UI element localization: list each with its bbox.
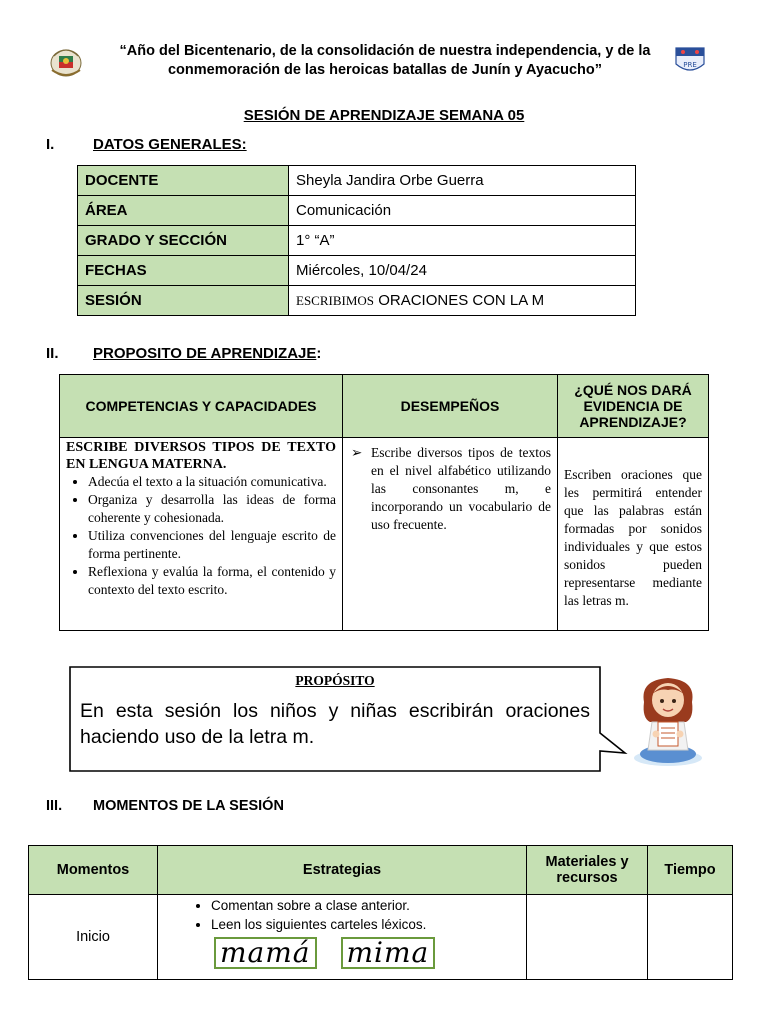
docente-value: Sheyla Jandira Orbe Guerra	[289, 166, 636, 196]
competencia-title: ESCRIBE DIVERSOS TIPOS DE TEXTO EN LENGUA MATERNA.	[66, 440, 336, 472]
section-2-heading	[93, 345, 321, 362]
table-row	[78, 166, 636, 196]
proposito-title: PROPÓSITO	[295, 673, 375, 688]
table-row	[78, 286, 636, 316]
datos-generales-table	[77, 165, 636, 316]
table-row	[78, 196, 636, 226]
grado-label: GRADO Y SECCIÓN	[78, 226, 289, 256]
header-evidencia: ¿QUÉ NOS DARÁ EVIDENCIA DE APRENDIZAJE?	[558, 375, 709, 438]
cartel-lexico: mima	[341, 937, 436, 969]
fechas-value: Miércoles, 10/04/24	[289, 256, 636, 286]
section-3-number: III.	[46, 798, 63, 814]
table-header-row	[60, 375, 709, 438]
evidencia-cell: Escriben oraciones que les permitirá entender que las palabras están formadas por sonidos individuales y que estos sonidos pueden representarse mediante las letras m.	[558, 438, 709, 631]
momentos-table	[28, 845, 733, 980]
estrategias-cell	[158, 895, 527, 980]
section-2-title: PROPOSITO DE APRENDIZAJE	[93, 345, 317, 362]
section-2-colon: :	[316, 345, 322, 362]
sesion-value-prefix: ESCRIBIMOS	[296, 293, 375, 308]
materiales-cell	[527, 895, 648, 980]
list-item: • Comentan sobre a clase anterior.	[211, 896, 525, 915]
header-desempenos: DESEMPEÑOS	[343, 375, 558, 438]
list-item: • Organiza y desarrolla las ideas de forma coherente y cohesionada.	[88, 491, 336, 527]
list-item: • Leen los siguientes carteles léxicos.	[211, 915, 525, 934]
header-competencias: COMPETENCIAS Y CAPACIDADES	[60, 375, 343, 438]
table-row	[29, 895, 733, 980]
capacidades-list	[66, 473, 336, 599]
grado-value: 1° “A”	[289, 226, 636, 256]
list-item: • Utiliza convenciones del lenguaje escrito de forma pertinente.	[88, 527, 336, 563]
section-1-title: DATOS GENERALES:	[93, 136, 247, 153]
tiempo-cell	[648, 895, 733, 980]
table-header-row	[29, 846, 733, 895]
momento-inicio: Inicio	[29, 895, 158, 980]
girl-reading-illustration	[630, 672, 706, 768]
table-row	[78, 256, 636, 286]
svg-text:PRE: PRE	[683, 61, 697, 69]
list-item: • Adecúa el texto a la situación comunicativa.	[88, 473, 336, 491]
area-value: Comunicación	[289, 196, 636, 226]
desempenos-cell	[343, 438, 558, 631]
estrategias-list	[159, 896, 525, 934]
sesion-label: SESIÓN	[78, 286, 289, 316]
header-motto: “Año del Bicentenario, de la consolidación de nuestra independencia, y de la conmemoración de las heroicas batallas de Junín y Ayacucho”	[119, 43, 651, 78]
proposito-text: En esta sesión los niños y niñas escribirán oraciones haciendo uso de la letra m.	[80, 700, 590, 748]
cartel-lexico: mamá	[214, 937, 317, 969]
session-title: SESIÓN DE APRENDIZAJE SEMANA 05	[243, 107, 525, 124]
header-tiempo: Tiempo	[648, 846, 733, 895]
area-label: ÁREA	[78, 196, 289, 226]
table-row	[60, 438, 709, 631]
header-materiales: Materiales y recursos	[527, 846, 648, 895]
arrow-bullet-icon: ➢	[351, 445, 363, 460]
fechas-label: FECHAS	[78, 256, 289, 286]
header-momentos: Momentos	[29, 846, 158, 895]
section-3-title: MOMENTOS DE LA SESIÓN	[93, 798, 284, 814]
section-1-number: I.	[46, 136, 55, 153]
proposito-table	[59, 374, 709, 631]
list-item: • Reflexiona y evalúa la forma, el contenido y contexto del texto escrito.	[88, 563, 336, 599]
table-row	[78, 226, 636, 256]
header-estrategias: Estrategias	[158, 846, 527, 895]
competencias-cell	[60, 438, 343, 631]
sesion-value	[289, 286, 636, 316]
desempeno-text: Escribe diversos tipos de textos en el nivel alfabético utilizando las consonantes m, e incorporando un vocabulario de uso frecuente.	[371, 445, 551, 532]
school-logo-icon	[672, 42, 708, 78]
crest-icon	[46, 42, 86, 80]
docente-label: DOCENTE	[78, 166, 289, 196]
sesion-value-rest: ORACIONES CON LA M	[374, 292, 545, 309]
section-2-number: II.	[46, 345, 59, 362]
